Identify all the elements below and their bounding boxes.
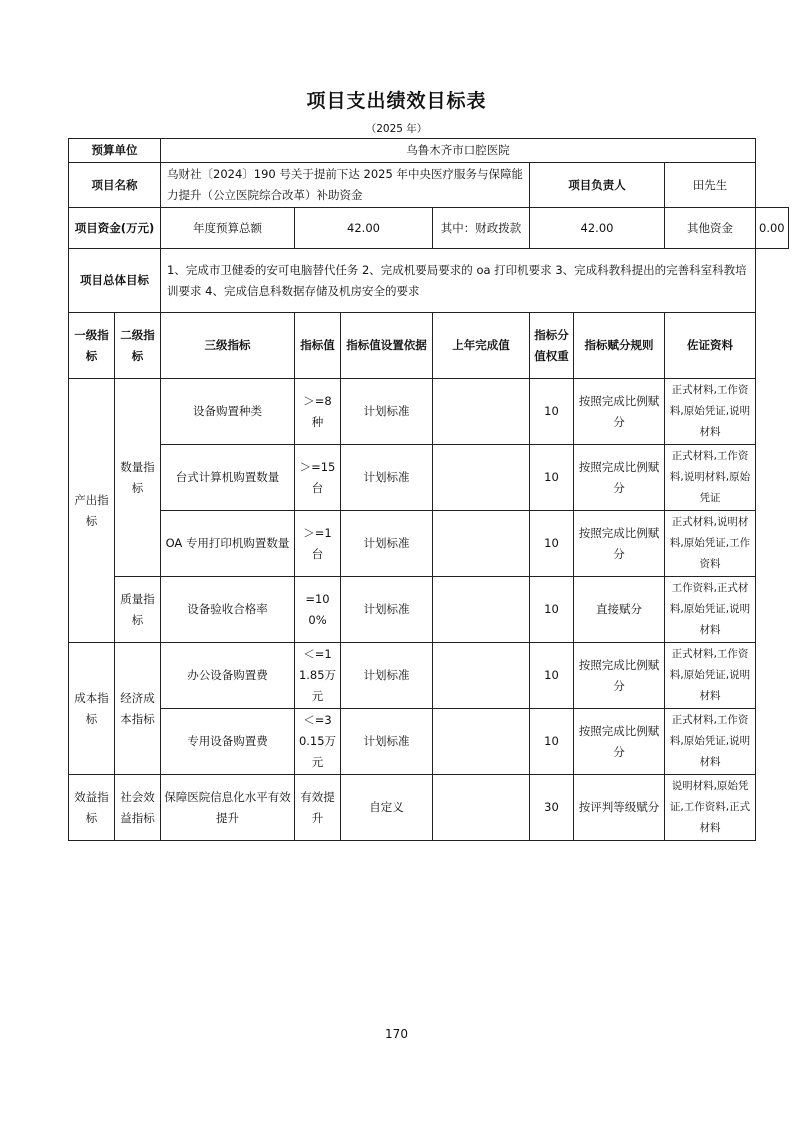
indicator-name: OA 专用打印机购置数量 <box>161 511 295 577</box>
overall-goal-label: 项目总体目标 <box>69 249 161 313</box>
indicator-name: 专用设备购置费 <box>161 709 295 775</box>
indicator-rule: 按照完成比例赋分 <box>574 709 665 775</box>
header-level1: 一级指标 <box>69 313 115 379</box>
overall-goal-value: 1、完成市卫健委的安可电脑替代任务 2、完成机要局要求的 oa 打印机要求 3、完成科教科提出的完善科室科教培训要求 4、完成信息科数据存储及机房安全的要求 <box>161 249 756 313</box>
group-benefit: 效益指标 <box>69 775 115 841</box>
group-quality: 质量指标 <box>115 577 161 643</box>
annual-budget-value: 42.00 <box>295 208 433 249</box>
project-leader-value: 田先生 <box>665 163 756 208</box>
indicator-rule: 按照完成比例赋分 <box>574 511 665 577</box>
indicator-value: 有效提升 <box>295 775 341 841</box>
indicator-last-year <box>433 577 530 643</box>
indicator-basis: 计划标准 <box>341 709 433 775</box>
indicator-basis: 计划标准 <box>341 511 433 577</box>
indicator-evidence: 正式材料,工作资料,原始凭证,说明材料 <box>665 379 756 445</box>
header-level2: 二级指标 <box>115 313 161 379</box>
indicator-last-year <box>433 775 530 841</box>
header-level3: 三级指标 <box>161 313 295 379</box>
year-label: （2025 年） <box>365 123 428 135</box>
header-basis: 指标值设置依据 <box>341 313 433 379</box>
performance-table <box>68 138 789 841</box>
indicator-last-year <box>433 643 530 709</box>
budget-unit-label: 预算单位 <box>69 139 161 163</box>
indicator-weight: 10 <box>530 379 574 445</box>
indicator-name: 设备验收合格率 <box>161 577 295 643</box>
indicator-basis: 自定义 <box>341 775 433 841</box>
annual-budget-label: 年度预算总额 <box>161 208 295 249</box>
indicator-name: 设备购置种类 <box>161 379 295 445</box>
project-name-label: 项目名称 <box>69 163 161 208</box>
indicator-rule: 按照完成比例赋分 <box>574 643 665 709</box>
indicator-rule: 按照完成比例赋分 <box>574 445 665 511</box>
indicator-value: ＞=8种 <box>295 379 341 445</box>
budget-unit-value: 乌鲁木齐市口腔医院 <box>161 139 756 163</box>
other-funds-label-cell: 其他资金 <box>665 208 756 249</box>
indicator-last-year <box>433 379 530 445</box>
other-funds-value: 0.00 <box>759 220 785 235</box>
indicator-basis: 计划标准 <box>341 379 433 445</box>
indicator-name: 保障医院信息化水平有效提升 <box>161 775 295 841</box>
header-weight: 指标分值权重 <box>530 313 574 379</box>
indicator-rule: 按评判等级赋分 <box>574 775 665 841</box>
indicator-basis: 计划标准 <box>341 643 433 709</box>
indicator-weight: 10 <box>530 577 574 643</box>
indicator-basis: 计划标准 <box>341 577 433 643</box>
indicator-value: ＞=15台 <box>295 445 341 511</box>
indicator-basis: 计划标准 <box>341 445 433 511</box>
fiscal-funds-value <box>433 208 530 249</box>
header-rule: 指标赋分规则 <box>574 313 665 379</box>
indicator-evidence: 正式材料,工作资料,说明材料,原始凭证 <box>665 445 756 511</box>
indicator-weight: 10 <box>530 511 574 577</box>
indicator-name: 办公设备购置费 <box>161 643 295 709</box>
project-name-value: 乌财社〔2024〕190 号关于提前下达 2025 年中央医疗服务与保障能力提升（公立医院综合改革）补助资金 <box>161 163 530 208</box>
indicator-value: ＜=30.15万元 <box>295 709 341 775</box>
project-funds-label: 项目资金(万元) <box>69 208 161 249</box>
indicator-value: =100% <box>295 577 341 643</box>
indicator-weight: 10 <box>530 445 574 511</box>
project-leader-label: 项目负责人 <box>530 163 665 208</box>
indicator-weight: 10 <box>530 709 574 775</box>
indicator-name: 台式计算机购置数量 <box>161 445 295 511</box>
indicator-evidence: 正式材料,工作资料,原始凭证,说明材料 <box>665 643 756 709</box>
indicator-rule: 按照完成比例赋分 <box>574 379 665 445</box>
indicator-value: ＜=11.85万元 <box>295 643 341 709</box>
group-social-benefit: 社会效益指标 <box>115 775 161 841</box>
indicator-evidence: 正式材料,工作资料,原始凭证,说明材料 <box>665 709 756 775</box>
group-quantity: 数量指标 <box>115 379 161 577</box>
header-last-year: 上年完成值 <box>433 313 530 379</box>
indicator-last-year <box>433 709 530 775</box>
page-title: 项目支出绩效目标表 <box>306 90 487 112</box>
indicator-value: ＞=1台 <box>295 511 341 577</box>
indicator-last-year <box>433 445 530 511</box>
header-evidence: 佐证资料 <box>665 313 756 379</box>
other-funds-cell <box>756 208 789 249</box>
indicator-evidence: 正式材料,说明材料,原始凭证,工作资料 <box>665 511 756 577</box>
indicator-evidence: 说明材料,原始凭证,工作资料,正式材料 <box>665 775 756 841</box>
group-output: 产出指标 <box>69 379 115 643</box>
fiscal-funds-label: 其中：财政拨款 <box>440 220 522 235</box>
indicator-last-year <box>433 511 530 577</box>
group-cost: 成本指标 <box>69 643 115 775</box>
group-economic-cost: 经济成本指标 <box>115 643 161 775</box>
header-value: 指标值 <box>295 313 341 379</box>
indicator-weight: 30 <box>530 775 574 841</box>
indicator-weight: 10 <box>530 643 574 709</box>
indicator-rule: 直接赋分 <box>574 577 665 643</box>
fiscal-amount: 42.00 <box>530 208 665 249</box>
indicator-evidence: 工作资料,正式材料,原始凭证,说明材料 <box>665 577 756 643</box>
page-number: 170 <box>385 1027 408 1041</box>
